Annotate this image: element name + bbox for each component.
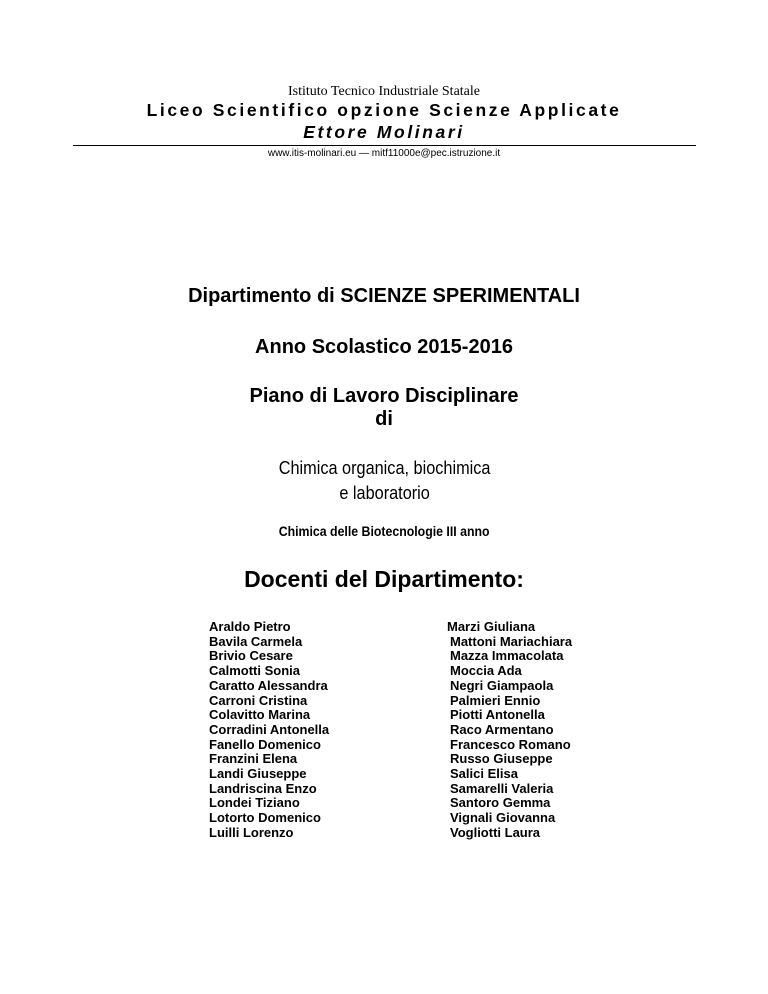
list-item: Mattoni Mariachiara xyxy=(450,633,573,649)
subject-line2: e laboratorio xyxy=(339,482,430,503)
subject-title xyxy=(47,455,723,505)
institute-name: Istituto Tecnico Industriale Statale xyxy=(288,84,480,99)
docenti-heading: Docenti del Dipartimento: xyxy=(244,566,524,592)
school-dedication: Ettore Molinari xyxy=(303,122,465,142)
list-item: Palmieri Ennio xyxy=(450,692,541,708)
plan-title-line1: Piano di Lavoro Disciplinare xyxy=(249,385,519,407)
list-item: Caratto Alessandra xyxy=(209,677,328,693)
list-item: Landriscina Enzo xyxy=(209,780,317,796)
list-item: Corradini Antonella xyxy=(209,721,330,737)
list-item: Russo Giuseppe xyxy=(450,751,553,767)
list-item: Araldo Pietro xyxy=(209,619,291,634)
list-item: Landi Giuseppe xyxy=(209,766,307,782)
list-item: Lotorto Domenico xyxy=(209,810,321,826)
department-title: Dipartimento di SCIENZE SPERIMENTALI xyxy=(188,285,580,307)
list-item: Vignali Giovanna xyxy=(450,810,556,826)
course-title: Chimica delle Biotecnologie III anno xyxy=(278,523,490,539)
school-name: Liceo Scientifico opzione Scienze Applicate xyxy=(146,100,622,120)
list-item: Franzini Elena xyxy=(209,751,298,767)
list-item: Negri Giampaola xyxy=(450,677,554,693)
list-item: Raco Armentano xyxy=(450,721,554,737)
docenti-list-left xyxy=(209,620,329,841)
list-item: Calmotti Sonia xyxy=(209,663,301,679)
list-item: Samarelli Valeria xyxy=(450,780,554,796)
plan-title-line2: di xyxy=(375,408,393,430)
list-item: Carroni Cristina xyxy=(209,692,308,708)
list-item: Salici Elisa xyxy=(450,766,518,782)
list-item: Francesco Romano xyxy=(450,736,571,752)
list-item: Brivio Cesare xyxy=(209,648,293,664)
list-item: Luilli Lorenzo xyxy=(209,824,294,840)
list-item: Mazza Immacolata xyxy=(450,648,564,664)
list-item: Marzi Giuliana xyxy=(447,619,536,634)
list-item: Piotti Antonella xyxy=(450,707,545,723)
header-divider xyxy=(73,145,696,146)
docenti-list-right xyxy=(447,619,573,841)
list-item: Bavila Carmela xyxy=(209,633,303,649)
contact-line: www.itis-molinari.eu — mitf11000e@pec.istruzione.it xyxy=(267,148,501,159)
list-item: Vogliotti Laura xyxy=(450,824,541,840)
plan-title xyxy=(0,385,768,431)
subject-line1: Chimica organica, biochimica xyxy=(278,457,491,478)
list-item: Londei Tiziano xyxy=(209,795,300,811)
list-item: Moccia Ada xyxy=(450,663,522,679)
list-item: Santoro Gemma xyxy=(450,795,551,811)
list-item: Fanello Domenico xyxy=(209,736,321,752)
list-item: Colavitto Marina xyxy=(209,707,311,723)
school-year-title: Anno Scolastico 2015-2016 xyxy=(255,336,513,358)
